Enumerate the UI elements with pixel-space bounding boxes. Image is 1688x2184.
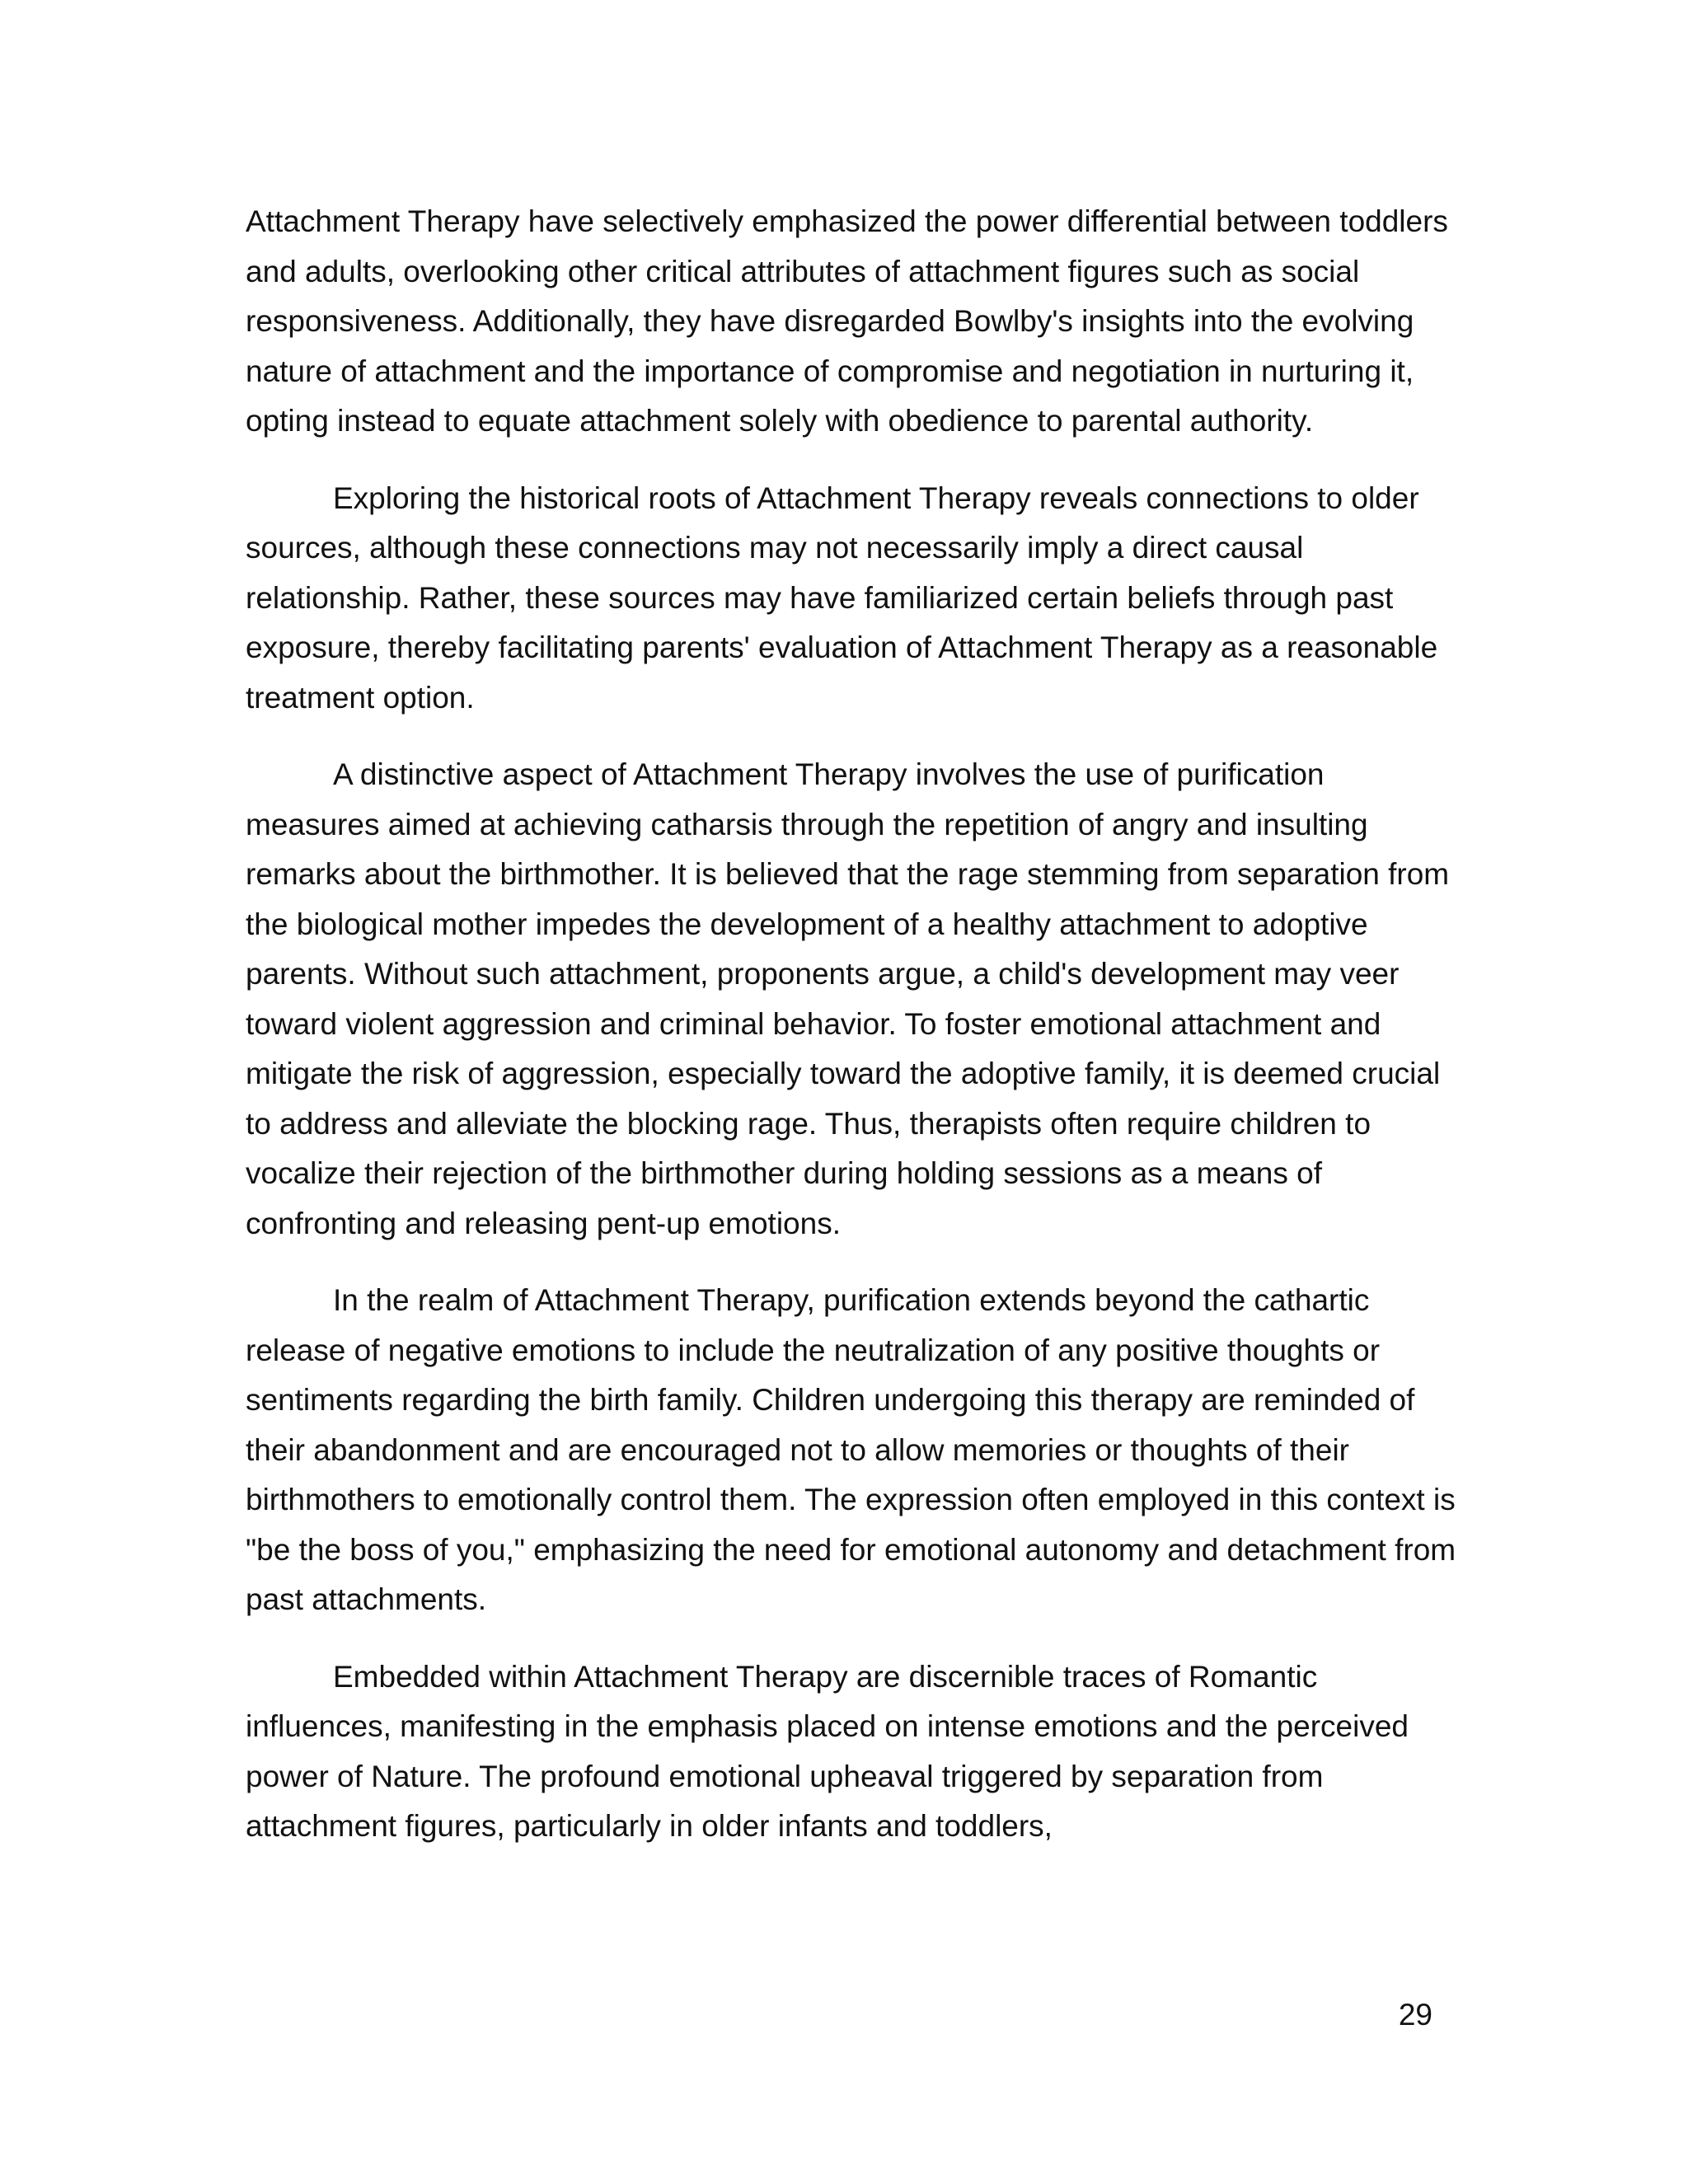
page-number: 29 (1398, 1998, 1432, 2032)
paragraph-purification-extends: In the realm of Attachment Therapy, purification extends beyond the cathartic release of negative emotions to include the neutralization of any positive thoughts or sentiments regarding the birth family. Children undergoing this therapy are reminded of their abandonment and are encouraged not to allow memories or thoughts of their birthmothers to emotionally control them. The expression often employed in this context is "be the boss of you," emphasizing the need for emotional autonomy and detachment from past attachments. (246, 1283, 1456, 1616)
body-text (246, 197, 1457, 1879)
paragraph-romantic-influences: Embedded within Attachment Therapy are discernible traces of Romantic influences, manifesting in the emphasis placed on intense emotions and the perceived power of Nature. The profound emotional upheaval triggered by separation from attachment figures, particularly in older infants and toddlers, (246, 1659, 1409, 1843)
paragraph-continuation: Attachment Therapy have selectively emphasized the power differential between toddlers and adults, overlooking other critical attributes of attachment figures such as social responsiveness. Additionally, they have disregarded Bowlby's insights into the evolving nature of attachment and the importance of compromise and negotiation in nurturing it, opting instead to equate attachment solely with obedience to parental authority. (246, 204, 1448, 438)
paragraph-historical-roots: Exploring the historical roots of Attachment Therapy reveals connections to older sources, although these connections may not necessarily imply a direct causal relationship. Rather, these sources may have familiarized certain beliefs through past exposure, thereby facilitating parents' evaluation of Attachment Therapy as a reasonable treatment option. (246, 480, 1438, 715)
paragraph-purification-measures: A distinctive aspect of Attachment Therapy involves the use of purification measures aimed at achieving catharsis through the repetition of angry and insulting remarks about the birthmother. It is believed that the rage stemming from separation from the biological mother impedes the development of a healthy attachment to adoptive parents. Without such attachment, proponents argue, a child's development may veer toward violent aggression and criminal behavior. To foster emotional attachment and mitigate the risk of aggression, especially toward the adoptive family, it is deemed crucial to address and alleviate the blocking rage. Thus, therapists often require children to vocalize their rejection of the birthmother during holding sessions as a means of confronting and releasing pent-up emotions. (246, 757, 1450, 1240)
